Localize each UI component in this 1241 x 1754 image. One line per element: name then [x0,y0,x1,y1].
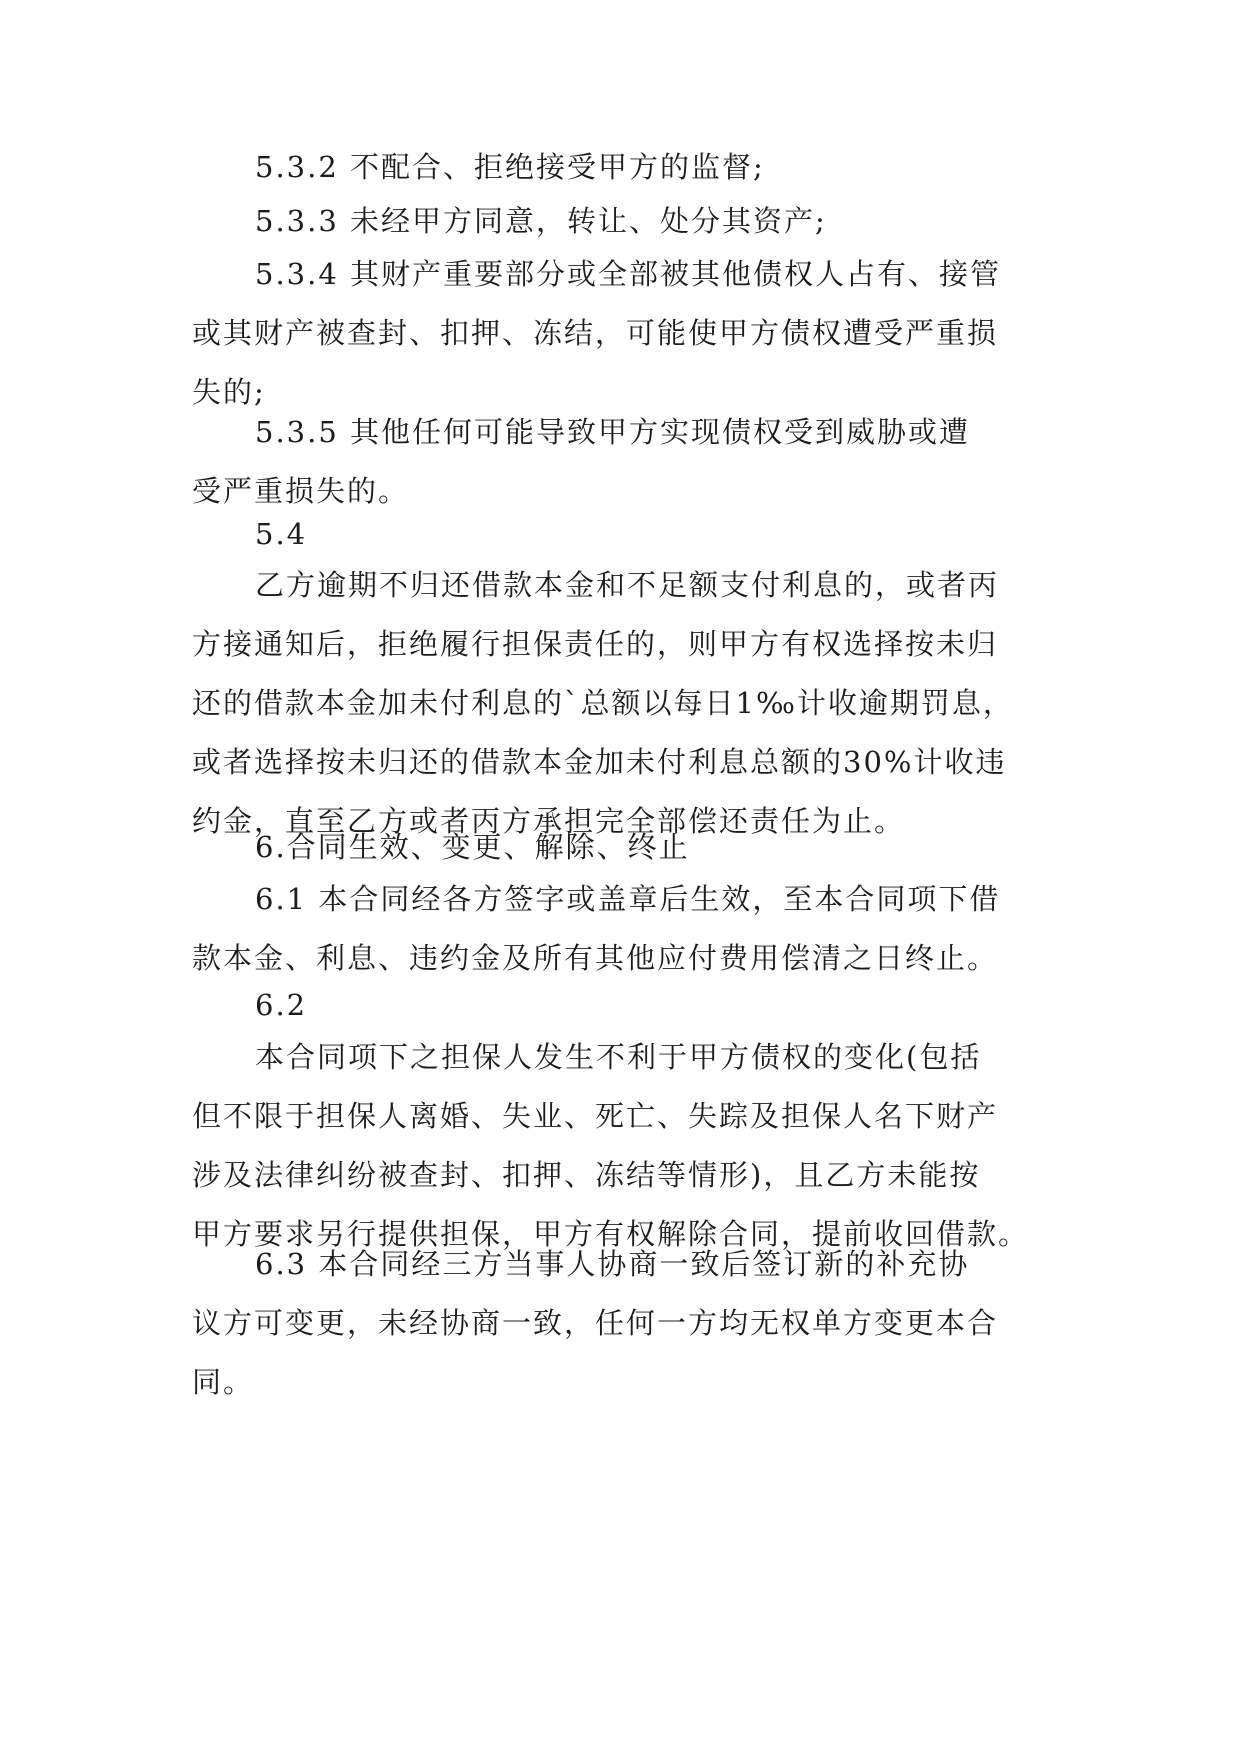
text-line: 涉及法律纠纷被查封、扣押、冻结等情形)，且乙方未能按 [192,1158,981,1192]
text-line: 方接通知后，拒绝履行担保责任的，则甲方有权选择按未归 [192,627,999,661]
text-line: 失的; [192,375,266,409]
text-line: 或其财产被查封、扣押、冻结，可能使甲方债权遭受严重损 [192,316,999,350]
text-line: 乙方逾期不归还借款本金和不足额支付利息的，或者丙 [255,568,1000,602]
text-line: 或者选择按未归还的借款本金加未付利息总额的30%计收违 [192,745,1007,779]
clause-5-3-2 [192,138,1062,197]
text-line: 款本金、利息、违约金及所有其他应付费用偿清之日终止。 [192,941,999,975]
text-line: 5.3.2 不配合、拒绝接受甲方的监督; [255,150,765,184]
clause-5-3-4 [192,245,1062,422]
clause-6-2-heading [192,976,1062,1035]
text-line: 约金，直至乙方或者丙方承担完全部偿还责任为止。 [192,804,906,838]
text-line: 还的借款本金加未付利息的`总额以每日1‰计收逾期罚息， [192,686,1014,720]
text-line: 6.3 本合同经三方当事人协商一致后签订新的补充协 [255,1247,970,1281]
text-line: 同。 [192,1365,255,1399]
clause-6-1 [192,870,1062,988]
text-line: 5.4 [255,517,308,551]
text-line: 6.2 [255,988,308,1022]
text-line: 受严重损失的。 [192,474,410,508]
section-6-heading [192,818,1062,877]
text-line: 6.1 本合同经各方签字或盖章后生效，至本合同项下借 [255,882,1001,916]
text-line: 6.合同生效、变更、解除、终止 [255,830,690,864]
text-line: 议方可变更，未经协商一致，任何一方均无权单方变更本合 [192,1306,999,1340]
text-line: 但不限于担保人离婚、失业、死亡、失踪及担保人名下财产 [192,1099,999,1133]
clause-6-3 [192,1235,1062,1412]
text-line: 甲方要求另行提供担保，甲方有权解除合同，提前收回借款。 [192,1217,1030,1251]
text-line: 5.3.4 其财产重要部分或全部被其他债权人占有、接管 [255,257,1002,291]
text-line: 5.3.3 未经甲方同意，转让、处分其资产; [255,204,827,238]
clause-5-4-body [192,556,1062,851]
text-line: 5.3.5 其他任何可能导致甲方实现债权受到威胁或遭 [255,415,971,449]
text-line: 本合同项下之担保人发生不利于甲方债权的变化(包括 [255,1040,982,1074]
clause-5-3-5 [192,403,1062,521]
clause-6-2-body [192,1028,1062,1264]
clause-5-3-3 [192,192,1062,251]
